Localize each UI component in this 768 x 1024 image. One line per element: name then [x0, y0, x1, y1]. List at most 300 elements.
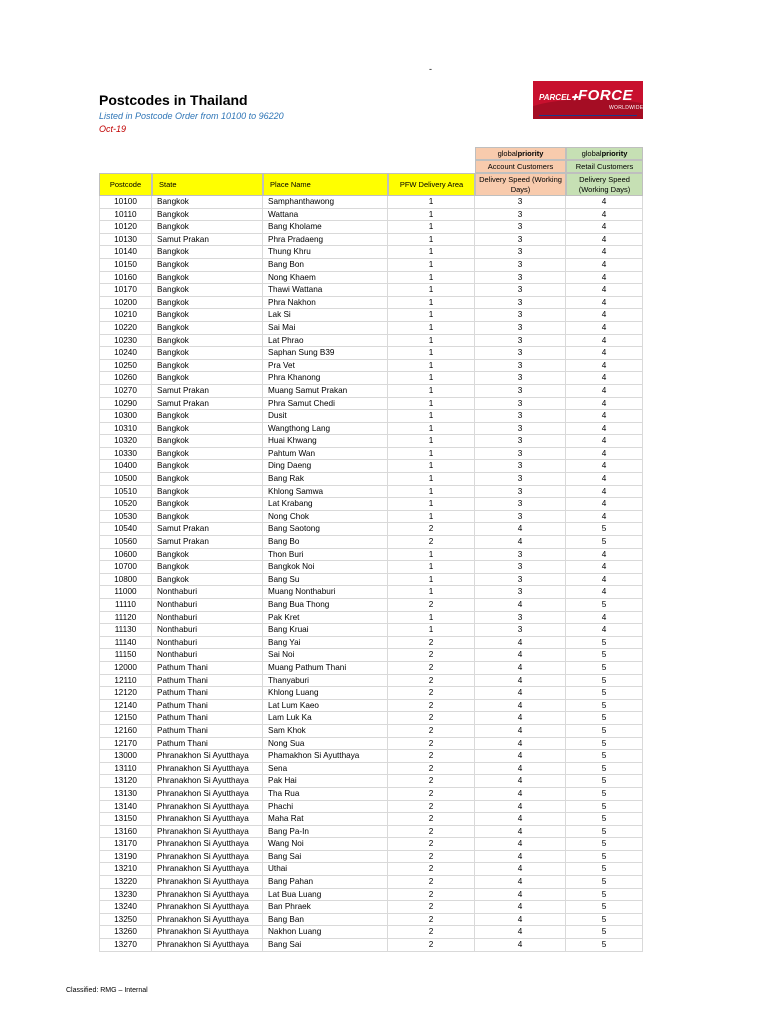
- account-speed-cell: 4: [475, 775, 566, 788]
- retail-speed-cell: 4: [566, 586, 643, 599]
- retail-speed-cell: 5: [566, 901, 643, 914]
- retail-speed-cell: 5: [566, 700, 643, 713]
- delivery-area-cell: 2: [388, 863, 475, 876]
- table-row: [99, 209, 643, 222]
- retail-speed-cell: 4: [566, 549, 643, 562]
- delivery-area-cell: 1: [388, 297, 475, 310]
- table-row: [99, 460, 643, 473]
- state-cell: Phranakhon Si Ayutthaya: [152, 788, 263, 801]
- table-row: [99, 372, 643, 385]
- place-name-cell: Tha Rua: [263, 788, 388, 801]
- state-cell: Nonthaburi: [152, 599, 263, 612]
- delivery-area-cell: 1: [388, 460, 475, 473]
- logo-brand: FORCE: [578, 87, 633, 104]
- place-name-cell: Phra Samut Chedi: [263, 398, 388, 411]
- place-name-cell: Muang Nonthaburi: [263, 586, 388, 599]
- place-name-cell: Sena: [263, 763, 388, 776]
- delivery-area-cell: 1: [388, 309, 475, 322]
- page-subtitle: Listed in Postcode Order from 10100 to 96220: [99, 111, 284, 121]
- state-cell: Bangkok: [152, 322, 263, 335]
- postcode-cell: 13160: [99, 826, 152, 839]
- delivery-area-cell: 1: [388, 448, 475, 461]
- logo-prefix: PARCEL: [539, 93, 572, 102]
- table-row: [99, 926, 643, 939]
- retail-speed-cell: 4: [566, 309, 643, 322]
- place-name-cell: Thon Buri: [263, 549, 388, 562]
- state-cell: Phranakhon Si Ayutthaya: [152, 914, 263, 927]
- retail-speed-cell: 5: [566, 599, 643, 612]
- postcode-cell: 10500: [99, 473, 152, 486]
- column-header-postcode: Postcode: [99, 173, 152, 196]
- state-cell: Bangkok: [152, 486, 263, 499]
- delivery-area-cell: 1: [388, 435, 475, 448]
- postcode-cell: 10140: [99, 246, 152, 259]
- table-row: [99, 410, 643, 423]
- table-row: [99, 851, 643, 864]
- place-name-cell: Lat Phrao: [263, 335, 388, 348]
- state-cell: Samut Prakan: [152, 536, 263, 549]
- state-cell: Nonthaburi: [152, 624, 263, 637]
- table-row: [99, 536, 643, 549]
- postcode-cell: 10160: [99, 272, 152, 285]
- retail-speed-cell: 5: [566, 914, 643, 927]
- account-speed-cell: 3: [475, 435, 566, 448]
- delivery-area-cell: 2: [388, 599, 475, 612]
- retail-speed-cell: 5: [566, 523, 643, 536]
- postcode-cell: 10320: [99, 435, 152, 448]
- place-name-cell: Lam Luk Ka: [263, 712, 388, 725]
- retail-speed-cell: 4: [566, 511, 643, 524]
- postcode-cell: 13190: [99, 851, 152, 864]
- state-cell: Nonthaburi: [152, 612, 263, 625]
- delivery-area-cell: 1: [388, 612, 475, 625]
- state-cell: Bangkok: [152, 246, 263, 259]
- delivery-area-cell: 2: [388, 750, 475, 763]
- postcode-cell: 12140: [99, 700, 152, 713]
- delivery-area-cell: 2: [388, 712, 475, 725]
- document-date: Oct-19: [99, 124, 127, 134]
- account-speed-cell: 4: [475, 750, 566, 763]
- place-name-cell: Phra Pradaeng: [263, 234, 388, 247]
- state-cell: Phranakhon Si Ayutthaya: [152, 813, 263, 826]
- table-row: [99, 813, 643, 826]
- delivery-area-cell: 1: [388, 360, 475, 373]
- place-name-cell: Saphan Sung B39: [263, 347, 388, 360]
- delivery-area-cell: 1: [388, 624, 475, 637]
- delivery-area-cell: 2: [388, 838, 475, 851]
- account-speed-cell: 3: [475, 398, 566, 411]
- state-cell: Samut Prakan: [152, 523, 263, 536]
- state-cell: Samut Prakan: [152, 385, 263, 398]
- retail-group-header: [566, 147, 643, 160]
- account-speed-cell: 4: [475, 901, 566, 914]
- postcode-cell: 10530: [99, 511, 152, 524]
- state-cell: Nonthaburi: [152, 586, 263, 599]
- table-row: [99, 876, 643, 889]
- place-name-cell: Huai Khwang: [263, 435, 388, 448]
- delivery-area-cell: 2: [388, 725, 475, 738]
- postcode-cell: 13120: [99, 775, 152, 788]
- postcode-cell: 11130: [99, 624, 152, 637]
- delivery-area-cell: 1: [388, 473, 475, 486]
- table-row: [99, 196, 643, 209]
- table-row: [99, 284, 643, 297]
- delivery-area-cell: 2: [388, 649, 475, 662]
- state-cell: Bangkok: [152, 360, 263, 373]
- postcode-cell: 10560: [99, 536, 152, 549]
- account-speed-cell: 4: [475, 725, 566, 738]
- column-header-delivery-area: PFW Delivery Area: [388, 173, 475, 196]
- retail-speed-cell: 4: [566, 284, 643, 297]
- place-name-cell: Bang Yai: [263, 637, 388, 650]
- postcode-cell: 13260: [99, 926, 152, 939]
- table-row: [99, 801, 643, 814]
- table-row: [99, 624, 643, 637]
- postcode-cell: 13140: [99, 801, 152, 814]
- place-name-cell: Bang Saotong: [263, 523, 388, 536]
- account-speed-cell: 3: [475, 259, 566, 272]
- account-speed-cell: 4: [475, 926, 566, 939]
- retail-speed-cell: 4: [566, 385, 643, 398]
- postcode-cell: 13110: [99, 763, 152, 776]
- state-cell: Pathum Thani: [152, 738, 263, 751]
- account-speed-cell: 3: [475, 234, 566, 247]
- postcode-cell: 13130: [99, 788, 152, 801]
- state-cell: Bangkok: [152, 297, 263, 310]
- account-speed-cell: 3: [475, 284, 566, 297]
- logo-tagline: WORLDWIDE: [609, 105, 643, 111]
- classification-footer: Classified: RMG – Internal: [66, 987, 148, 994]
- place-name-cell: Pak Hai: [263, 775, 388, 788]
- table-row: [99, 398, 643, 411]
- account-speed-cell: 3: [475, 549, 566, 562]
- state-cell: Bangkok: [152, 410, 263, 423]
- state-cell: Phranakhon Si Ayutthaya: [152, 901, 263, 914]
- postcode-cell: 13000: [99, 750, 152, 763]
- place-name-cell: Bang Sai: [263, 851, 388, 864]
- account-customers-header: Account Customers: [475, 160, 566, 173]
- place-name-cell: Maha Rat: [263, 813, 388, 826]
- state-cell: Phranakhon Si Ayutthaya: [152, 763, 263, 776]
- state-cell: Bangkok: [152, 448, 263, 461]
- table-row: [99, 335, 643, 348]
- table-row: [99, 486, 643, 499]
- table-row: [99, 360, 643, 373]
- place-name-cell: Bang Rak: [263, 473, 388, 486]
- delivery-area-cell: 2: [388, 536, 475, 549]
- retail-speed-cell: 4: [566, 435, 643, 448]
- retail-speed-cell: 5: [566, 876, 643, 889]
- column-header-state: State: [152, 173, 263, 196]
- account-speed-cell: 3: [475, 297, 566, 310]
- postcode-cell: 10100: [99, 196, 152, 209]
- postcode-cell: 10270: [99, 385, 152, 398]
- place-name-cell: Bang Bon: [263, 259, 388, 272]
- state-cell: Bangkok: [152, 423, 263, 436]
- retail-speed-cell: 4: [566, 498, 643, 511]
- delivery-area-cell: 2: [388, 939, 475, 952]
- state-cell: Phranakhon Si Ayutthaya: [152, 889, 263, 902]
- account-speed-cell: 4: [475, 662, 566, 675]
- place-name-cell: Bang Kruai: [263, 624, 388, 637]
- table-row: [99, 700, 643, 713]
- retail-speed-cell: 4: [566, 259, 643, 272]
- delivery-area-cell: 1: [388, 209, 475, 222]
- account-speed-cell: 4: [475, 788, 566, 801]
- table-row: [99, 788, 643, 801]
- account-speed-cell: 3: [475, 473, 566, 486]
- logo-underline: [539, 115, 637, 116]
- table-row: [99, 725, 643, 738]
- postcode-cell: 10520: [99, 498, 152, 511]
- postcode-cell: 10700: [99, 561, 152, 574]
- place-name-cell: Lat Krabang: [263, 498, 388, 511]
- table-row: [99, 221, 643, 234]
- table-row: [99, 423, 643, 436]
- retail-speed-cell: 4: [566, 372, 643, 385]
- table-row: [99, 939, 643, 952]
- place-name-cell: Ban Phraek: [263, 901, 388, 914]
- delivery-area-cell: 1: [388, 549, 475, 562]
- state-cell: Pathum Thani: [152, 687, 263, 700]
- place-name-cell: Sai Mai: [263, 322, 388, 335]
- retail-speed-cell: 5: [566, 801, 643, 814]
- postcode-cell: 10250: [99, 360, 152, 373]
- delivery-area-cell: 1: [388, 498, 475, 511]
- delivery-area-cell: 2: [388, 914, 475, 927]
- retail-speed-cell: 4: [566, 448, 643, 461]
- delivery-area-cell: 2: [388, 662, 475, 675]
- delivery-area-cell: 1: [388, 586, 475, 599]
- postcode-cell: 12150: [99, 712, 152, 725]
- delivery-area-cell: 2: [388, 926, 475, 939]
- postcode-cell: 11140: [99, 637, 152, 650]
- retail-speed-cell: 5: [566, 750, 643, 763]
- retail-speed-cell: 5: [566, 889, 643, 902]
- postcode-table-body: [99, 196, 643, 952]
- retail-speed-cell: 4: [566, 574, 643, 587]
- delivery-area-cell: 1: [388, 196, 475, 209]
- state-cell: Bangkok: [152, 574, 263, 587]
- state-cell: Phranakhon Si Ayutthaya: [152, 863, 263, 876]
- postcode-cell: 11120: [99, 612, 152, 625]
- state-cell: Pathum Thani: [152, 675, 263, 688]
- table-row: [99, 523, 643, 536]
- account-speed-cell: 4: [475, 700, 566, 713]
- account-speed-cell: 4: [475, 649, 566, 662]
- delivery-area-cell: 2: [388, 851, 475, 864]
- retail-speed-cell: 5: [566, 725, 643, 738]
- account-speed-cell: 4: [475, 863, 566, 876]
- table-row: [99, 259, 643, 272]
- table-row: [99, 637, 643, 650]
- state-cell: Bangkok: [152, 549, 263, 562]
- postcode-cell: 10120: [99, 221, 152, 234]
- table-row: [99, 246, 643, 259]
- retail-speed-cell: 4: [566, 410, 643, 423]
- account-speed-cell: 4: [475, 801, 566, 814]
- place-name-cell: Muang Pathum Thani: [263, 662, 388, 675]
- place-name-cell: Wang Noi: [263, 838, 388, 851]
- table-row: [99, 750, 643, 763]
- table-row: [99, 297, 643, 310]
- postcode-cell: 10230: [99, 335, 152, 348]
- place-name-cell: Ding Daeng: [263, 460, 388, 473]
- state-cell: Bangkok: [152, 335, 263, 348]
- table-row: [99, 272, 643, 285]
- state-cell: Bangkok: [152, 221, 263, 234]
- account-speed-cell: 4: [475, 838, 566, 851]
- place-name-cell: Phachi: [263, 801, 388, 814]
- account-speed-cell: 3: [475, 586, 566, 599]
- retail-brand-bold: priority: [601, 148, 628, 158]
- postcode-cell: 10540: [99, 523, 152, 536]
- account-speed-cell: 3: [475, 221, 566, 234]
- retail-speed-cell: 5: [566, 939, 643, 952]
- retail-speed-cell: 5: [566, 763, 643, 776]
- retail-speed-cell: 4: [566, 460, 643, 473]
- state-cell: Phranakhon Si Ayutthaya: [152, 801, 263, 814]
- state-cell: Phranakhon Si Ayutthaya: [152, 775, 263, 788]
- place-name-cell: Nong Khaem: [263, 272, 388, 285]
- state-cell: Phranakhon Si Ayutthaya: [152, 838, 263, 851]
- table-row: [99, 347, 643, 360]
- retail-speed-cell: 4: [566, 561, 643, 574]
- state-cell: Bangkok: [152, 473, 263, 486]
- retail-speed-cell: 5: [566, 863, 643, 876]
- account-speed-cell: 3: [475, 360, 566, 373]
- postcode-cell: 12120: [99, 687, 152, 700]
- delivery-area-cell: 2: [388, 637, 475, 650]
- account-speed-cell: 3: [475, 309, 566, 322]
- delivery-area-cell: 1: [388, 486, 475, 499]
- account-speed-cell: 3: [475, 322, 566, 335]
- retail-speed-cell: 4: [566, 221, 643, 234]
- table-row: [99, 612, 643, 625]
- postcode-cell: 10300: [99, 410, 152, 423]
- page-marker: -: [429, 64, 432, 74]
- parcelforce-logo: [533, 81, 643, 119]
- postcode-cell: 10210: [99, 309, 152, 322]
- account-speed-cell: 3: [475, 246, 566, 259]
- postcode-cell: 10130: [99, 234, 152, 247]
- state-cell: Samut Prakan: [152, 234, 263, 247]
- account-speed-cell: 4: [475, 876, 566, 889]
- place-name-cell: Thung Khru: [263, 246, 388, 259]
- state-cell: Pathum Thani: [152, 700, 263, 713]
- table-row: [99, 448, 643, 461]
- account-speed-cell: 4: [475, 851, 566, 864]
- delivery-area-cell: 2: [388, 523, 475, 536]
- delivery-area-cell: 1: [388, 221, 475, 234]
- retail-speed-cell: 4: [566, 360, 643, 373]
- state-cell: Pathum Thani: [152, 725, 263, 738]
- retail-speed-cell: 4: [566, 234, 643, 247]
- account-speed-cell: 3: [475, 372, 566, 385]
- delivery-area-cell: 2: [388, 738, 475, 751]
- retail-speed-cell: 4: [566, 209, 643, 222]
- postcode-cell: 13250: [99, 914, 152, 927]
- retail-speed-cell: 5: [566, 926, 643, 939]
- table-row: [99, 763, 643, 776]
- account-speed-cell: 4: [475, 763, 566, 776]
- state-cell: Bangkok: [152, 272, 263, 285]
- table-row: [99, 675, 643, 688]
- account-speed-cell: 3: [475, 335, 566, 348]
- state-cell: Bangkok: [152, 259, 263, 272]
- account-speed-cell: 3: [475, 272, 566, 285]
- place-name-cell: Bang Bua Thong: [263, 599, 388, 612]
- account-speed-cell: 4: [475, 826, 566, 839]
- delivery-area-cell: 1: [388, 398, 475, 411]
- table-row: [99, 511, 643, 524]
- delivery-area-cell: 2: [388, 813, 475, 826]
- retail-speed-cell: 5: [566, 851, 643, 864]
- state-cell: Bangkok: [152, 511, 263, 524]
- place-name-cell: Lak Si: [263, 309, 388, 322]
- place-name-cell: Bang Sai: [263, 939, 388, 952]
- place-name-cell: Bang Bo: [263, 536, 388, 549]
- delivery-area-cell: 1: [388, 511, 475, 524]
- delivery-area-cell: 1: [388, 385, 475, 398]
- state-cell: Bangkok: [152, 498, 263, 511]
- state-cell: Bangkok: [152, 209, 263, 222]
- delivery-area-cell: 1: [388, 246, 475, 259]
- place-name-cell: Bangkok Noi: [263, 561, 388, 574]
- place-name-cell: Dusit: [263, 410, 388, 423]
- account-speed-cell: 3: [475, 561, 566, 574]
- table-row: [99, 775, 643, 788]
- state-cell: Nonthaburi: [152, 637, 263, 650]
- table-row: [99, 586, 643, 599]
- state-cell: Phranakhon Si Ayutthaya: [152, 939, 263, 952]
- place-name-cell: Sai Noi: [263, 649, 388, 662]
- delivery-area-cell: 1: [388, 322, 475, 335]
- account-speed-cell: 3: [475, 511, 566, 524]
- state-cell: Phranakhon Si Ayutthaya: [152, 926, 263, 939]
- postcode-cell: 10110: [99, 209, 152, 222]
- state-cell: Bangkok: [152, 284, 263, 297]
- postcode-cell: 10330: [99, 448, 152, 461]
- place-name-cell: Muang Samut Prakan: [263, 385, 388, 398]
- postcode-cell: 11150: [99, 649, 152, 662]
- table-row: [99, 826, 643, 839]
- retail-brand-prefix: global: [581, 148, 602, 158]
- retail-speed-cell: 4: [566, 272, 643, 285]
- place-name-cell: Lat Lum Kaeo: [263, 700, 388, 713]
- table-row: [99, 901, 643, 914]
- place-name-cell: Lat Bua Luang: [263, 889, 388, 902]
- retail-speed-cell: 5: [566, 536, 643, 549]
- column-header-account-speed: Delivery Speed (Working Days): [475, 173, 566, 196]
- account-speed-cell: 3: [475, 385, 566, 398]
- account-speed-cell: 4: [475, 738, 566, 751]
- retail-speed-cell: 4: [566, 486, 643, 499]
- retail-speed-cell: 5: [566, 826, 643, 839]
- account-brand-bold: priority: [517, 148, 544, 158]
- state-cell: Bangkok: [152, 460, 263, 473]
- account-brand-prefix: global: [497, 148, 518, 158]
- delivery-area-cell: 2: [388, 763, 475, 776]
- state-cell: Nonthaburi: [152, 649, 263, 662]
- delivery-area-cell: 2: [388, 675, 475, 688]
- place-name-cell: Bang Ban: [263, 914, 388, 927]
- account-speed-cell: 3: [475, 410, 566, 423]
- account-speed-cell: 4: [475, 939, 566, 952]
- place-name-cell: Wattana: [263, 209, 388, 222]
- postcode-cell: 13220: [99, 876, 152, 889]
- delivery-area-cell: 2: [388, 700, 475, 713]
